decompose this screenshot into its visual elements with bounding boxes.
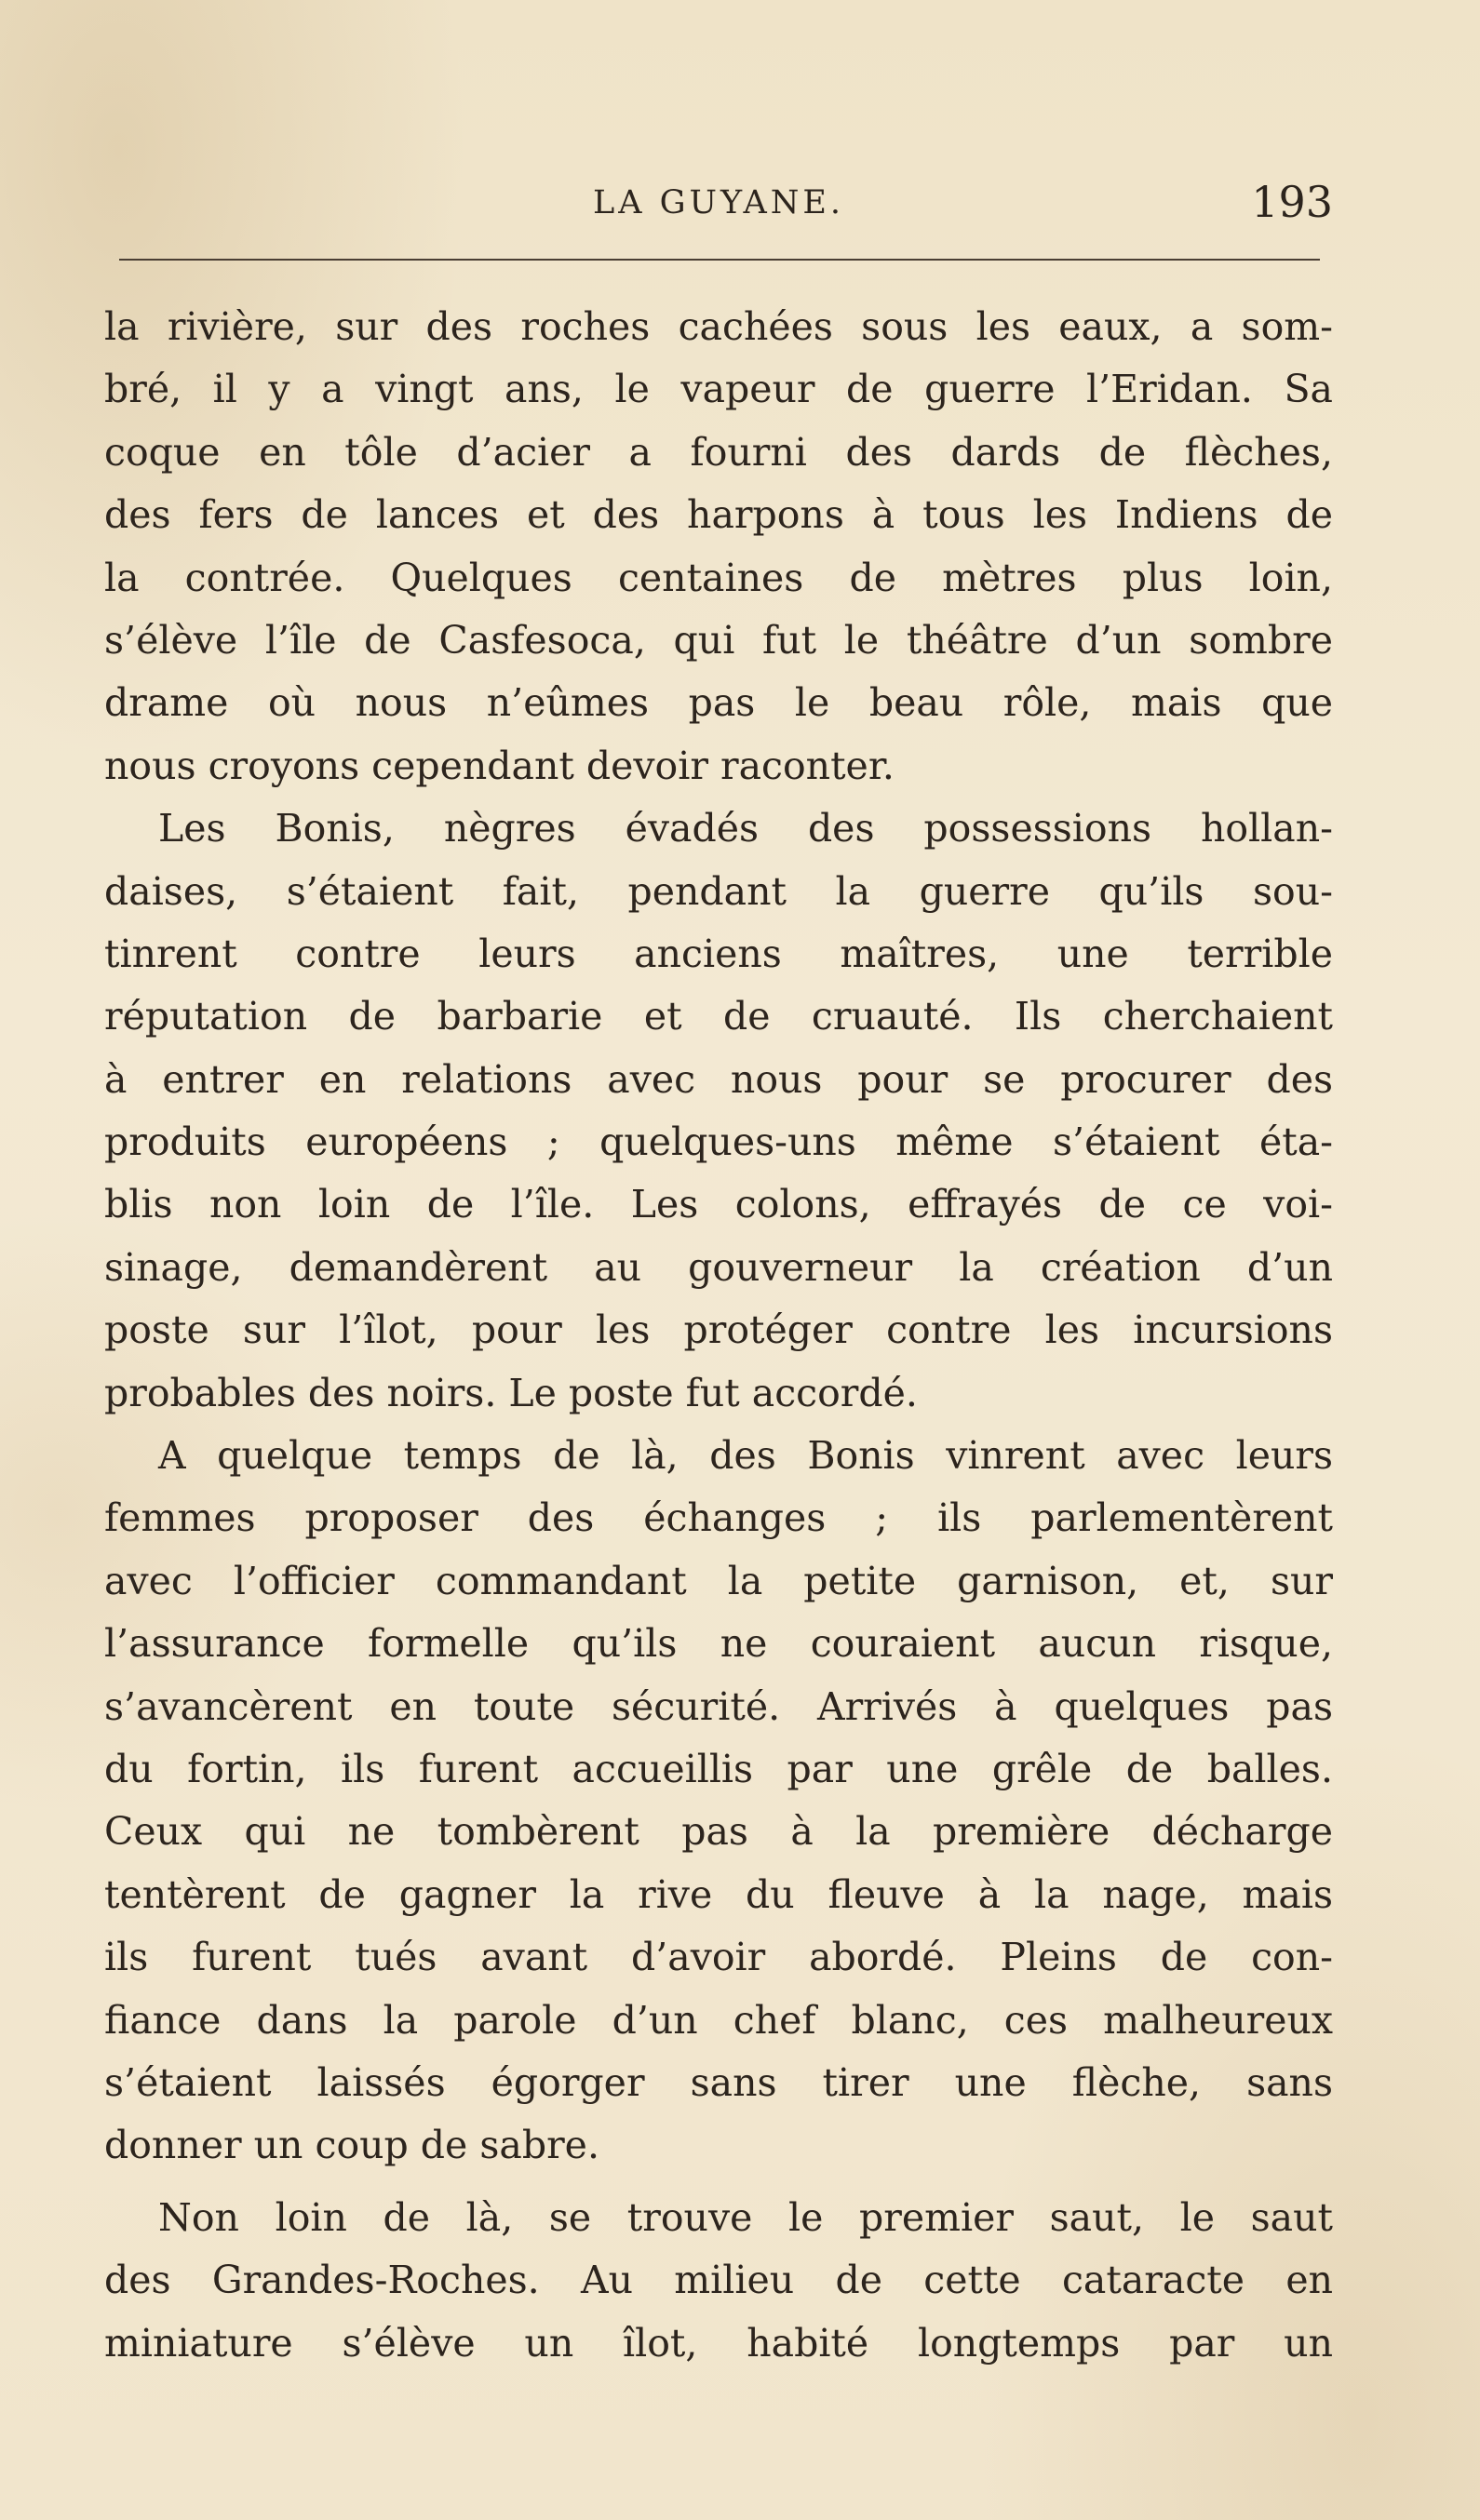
header-rule (119, 259, 1320, 261)
text-line: fiance dans la parole d’un chef blanc, ces malheureux (104, 1997, 1333, 2043)
text-line: nous croyons cependant devoir raconter. (104, 743, 895, 788)
text-line: à entrer en relations avec nous pour se procurer des (104, 1056, 1333, 1102)
text-line: des fers de lances et des harpons à tous les Indiens de (104, 492, 1333, 538)
text-line: s’étaient laissés égorger sans tirer une flèche, sans (104, 2059, 1333, 2105)
text-line: l’assurance formelle qu’ils ne couraient aucun risque, (104, 1621, 1333, 1667)
text-line: miniature s’élève un îlot, habité longtemps par un (104, 2320, 1333, 2366)
text-line: réputation de barbarie et de cruauté. Ils cherchaient (104, 994, 1333, 1039)
page-header (104, 177, 1333, 231)
text-line: Les Bonis, nègres évadés des possessions hollan- (158, 806, 1333, 851)
text-line: probables des noirs. Le poste fut accordé. (104, 1370, 918, 1415)
text-line: Ceux qui ne tombèrent pas à la première décharge (104, 1809, 1333, 1855)
text-line: ils furent tués avant d’avoir abordé. Pleins de con- (104, 1935, 1333, 1980)
text-line: du fortin, ils furent accueillis par une grêle de balles. (104, 1746, 1333, 1791)
page-number: 193 (1251, 177, 1333, 227)
text-line: s’avancèrent en toute sécurité. Arrivés à quelques pas (104, 1683, 1333, 1729)
text-line: bré, il y a vingt ans, le vapeur de guerre l’Eridan. Sa (104, 367, 1333, 412)
text-line: coque en tôle d’acier a fourni des dards de flèches, (104, 429, 1333, 475)
text-line: femmes proposer des échanges ; ils parlementèrent (104, 1495, 1333, 1541)
text-line: sinage, demandèrent au gouverneur la création d’un (104, 1244, 1333, 1290)
text-line: tentèrent de gagner la rive du fleuve à la nage, mais (104, 1871, 1333, 1917)
text-line: s’élève l’île de Casfesoca, qui fut le théâtre d’un sombre (104, 617, 1333, 663)
text-line: avec l’officier commandant la petite garnison, et, sur (104, 1558, 1333, 1603)
text-line: daises, s’étaient fait, pendant la guerre qu’ils sou- (104, 868, 1333, 914)
body-text (104, 296, 1333, 2375)
text-line: blis non loin de l’île. Les colons, effrayés de ce voi- (104, 1182, 1333, 1227)
text-line: des Grandes-Roches. Au milieu de cette cataracte en (104, 2258, 1333, 2303)
text-line: produits européens ; quelques-uns même s’étaient éta- (104, 1119, 1333, 1165)
text-line: A quelque temps de là, des Bonis vinrent avec leurs (158, 1433, 1333, 1479)
text-line: donner un coup de sabre. (104, 2123, 599, 2168)
text-line: Non loin de là, se trouve le premier saut, le saut (158, 2194, 1333, 2240)
text-line: tinrent contre leurs anciens maîtres, une terrible (104, 931, 1333, 976)
text-line: poste sur l’îlot, pour les protéger contre les incursions (104, 1307, 1333, 1353)
text-line: la contrée. Quelques centaines de mètres plus loin, (104, 555, 1333, 600)
running-title: LA GUYANE. (592, 184, 845, 221)
text-line: la rivière, sur des roches cachées sous les eaux, a som- (104, 304, 1333, 349)
text-line: drame où nous n’eûmes pas le beau rôle, mais que (104, 680, 1333, 726)
